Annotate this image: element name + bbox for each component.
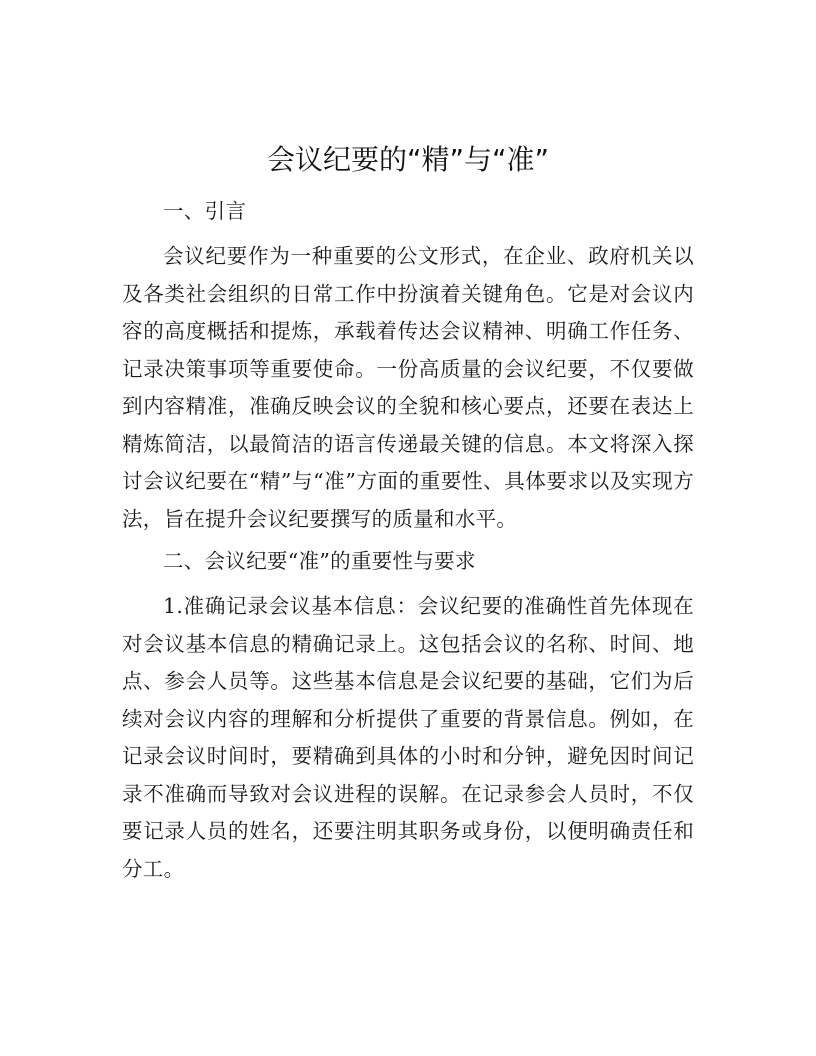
paragraph-accuracy-basic-info: 1.准确记录会议基本信息：会议纪要的准确性首先体现在对会议基本信息的精确记录上。这包括会议的名称、时间、地点、参会人员等。这些基本信息是会议纪要的基础，它们为后续对会议内容的理解和分析提供了重要的背景信息。例如，在记录会议时间时，要精确到具体的小时和分钟，避免因时间记录不准确而导致对会议进程的误解。在记录参会人员时，不仅要记录人员的姓名，还要注明其职务或身份，以便明确责任和分工。 (122, 594, 694, 881)
paragraph-introduction: 会议纪要作为一种重要的公文形式，在企业、政府机关以及各类社会组织的日常工作中扮演着关键角色。它是对会议内容的高度概括和提炼，承载着传达会议精神、明确工作任务、记录决策事项等重要使命。一份高质量的会议纪要，不仅要做到内容精准，准确反映会议的全貌和核心要点，还要在表达上精炼简洁，以最简洁的语言传递最关键的信息。本文将深入探讨会议纪要在“精”与“准”方面的重要性、具体要求以及实现方法，旨在提升会议纪要撰写的质量和水平。 (122, 244, 694, 531)
document-title: 会议纪要的“精”与“准” (266, 143, 550, 176)
section-heading-introduction: 一、引言 (163, 199, 247, 223)
section-heading-accuracy: 二、会议纪要“准”的重要性与要求 (163, 549, 476, 573)
